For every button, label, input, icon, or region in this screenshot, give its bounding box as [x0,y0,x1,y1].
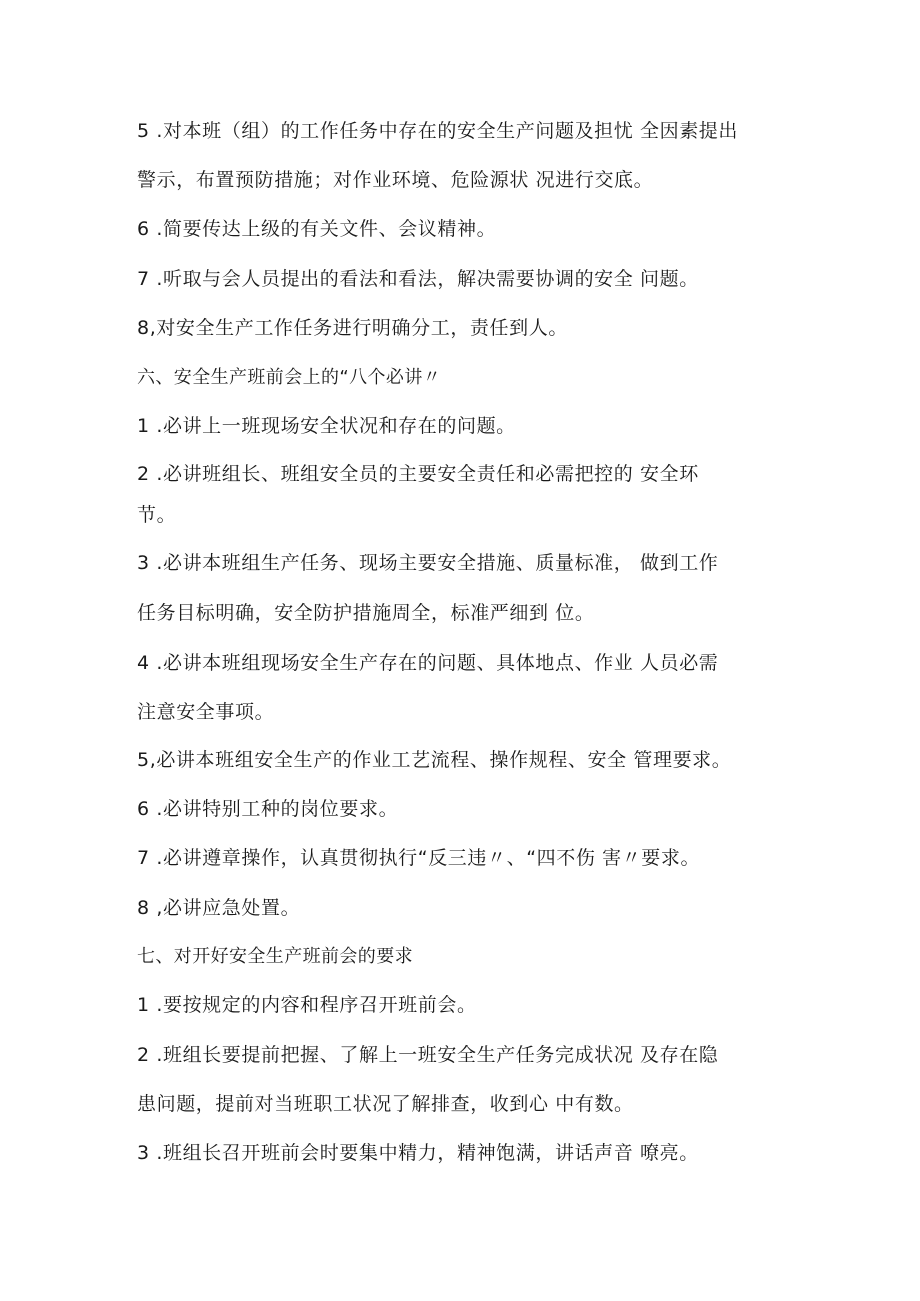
must-talk-6: 6 .必讲特别工种的岗位要求。 [137,798,399,820]
must-talk-1: 1 .必讲上一班现场安全状况和存在的问题。 [137,415,516,437]
must-talk-2-line-1: 2 .必讲班组长、班组安全员的主要安全责任和必需把控的 安全环 [137,463,699,485]
section-7-heading: 七、对开好安全生产班前会的要求 [137,946,413,967]
must-talk-7: 7 .必讲遵章操作，认真贯彻执行“反三违〃、“四不伤 害〃要求。 [137,847,701,869]
requirement-3: 3 .班组长召开班前会时要集中精力，精神饱满，讲话声音 嘹亮。 [137,1142,699,1164]
section-6-heading: 六、安全生产班前会上的“八个必讲〃 [137,367,442,388]
requirement-1: 1 .要按规定的内容和程序召开班前会。 [137,994,477,1016]
must-talk-2-line-2: 节。 [137,504,177,526]
must-talk-4-line-2: 注意安全事项。 [137,701,275,723]
item-5-line-1: 5 .对本班（组）的工作任务中存在的安全生产问题及担忧 全因素提出 [137,120,739,142]
item-6: 6 .简要传达上级的有关文件、会议精神。 [137,218,497,240]
must-talk-4-line-1: 4 .必讲本班组现场安全生产存在的问题、具体地点、作业 人员必需 [137,652,719,674]
must-talk-3-line-2: 任务目标明确，安全防护措施周全，标准严细到 位。 [137,602,595,624]
item-8: 8,对安全生产工作任务进行明确分工，责任到人。 [137,317,568,339]
requirement-2-line-1: 2 .班组长要提前把握、了解上一班安全生产任务完成状况 及存在隐 [137,1044,719,1066]
must-talk-3-line-1: 3 .必讲本班组生产任务、现场主要安全措施、质量标准， 做到工作 [137,552,719,574]
requirement-2-line-2: 患问题，提前对当班职工状况了解排查，收到心 中有数。 [137,1093,634,1115]
item-5-line-2: 警示，布置预防措施；对作业环境、危险源状 况进行交底。 [137,169,654,191]
must-talk-5: 5,必讲本班组安全生产的作业工艺流程、操作规程、安全 管理要求。 [137,749,732,771]
must-talk-8: 8 ,必讲应急处置。 [137,897,301,919]
item-7: 7 .听取与会人员提出的看法和看法，解决需要协调的安全 问题。 [137,268,699,290]
